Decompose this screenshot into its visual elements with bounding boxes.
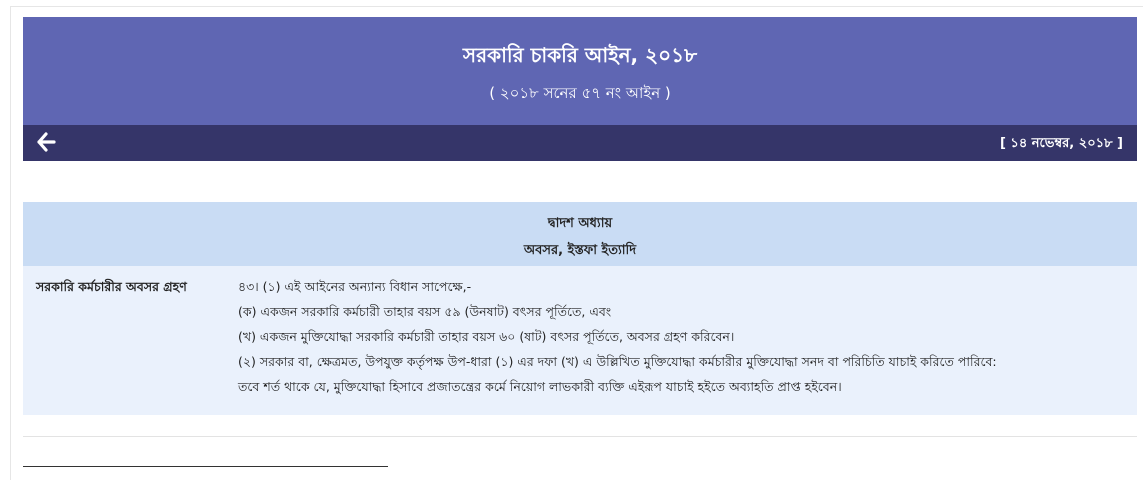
law-title: সরকারি চাকরি আইন, ২০১৮ bbox=[462, 43, 698, 67]
section-paragraph: তবে শর্ত থাকে যে, মুক্তিযোদ্ধা হিসাবে প্রজাতন্ত্রের কর্মে নিয়োগ লাভকারী ব্যক্তি এইরূপ যাচাই হইতে অব্যাহতি প্রাপ্ত হইবেন। bbox=[238, 379, 842, 394]
section-block bbox=[23, 266, 1137, 415]
section-paragraph: (খ) একজন মুক্তিযোদ্ধা সরকারি কর্মচারী তাহার বয়স ৬০ (ষাট) বৎসর পূর্তিতে, অবসর গ্রহণ করিবেন। bbox=[238, 329, 735, 344]
chapter-subtitle: অবসর, ইস্তফা ইত্যাদি bbox=[523, 243, 637, 258]
publication-date: [ ১৪ নভেম্বর, ২০১৮ ] bbox=[999, 136, 1123, 151]
law-subtitle: ( ২০১৮ সনের ৫৭ নং আইন ) bbox=[489, 84, 671, 102]
section-paragraph: (ক) একজন সরকারি কর্মচারী তাহার বয়স ৫৯ (উনষাট) বৎসর পূর্তিতে, এবং bbox=[238, 304, 612, 319]
arrow-left-icon[interactable] bbox=[37, 131, 57, 153]
chapter-title: দ্বাদশ অধ্যায় bbox=[547, 216, 613, 231]
chapter-heading bbox=[23, 202, 1137, 266]
divider bbox=[23, 436, 1137, 437]
section-paragraph: (২) সরকার বা, ক্ষেত্রমত, উপযুক্ত কর্তৃপক্ষ উপ-ধারা (১) এর দফা (খ) এ উল্লিখিত মুক্তিযোদ্ধা কর্মচারীর মুক্তিযোদ্ধা সনদ বা পরিচিতি যাচাই করিতে পারিবে: bbox=[238, 354, 997, 369]
section-body bbox=[238, 274, 1127, 399]
footnote-rule bbox=[23, 466, 388, 467]
navigation-bar bbox=[23, 125, 1137, 161]
section-paragraph: ৪৩। (১) এই আইনের অন্যান্য বিধান সাপেক্ষে,- bbox=[238, 279, 472, 294]
law-header bbox=[23, 17, 1137, 125]
section-title: সরকারি কর্মচারীর অবসর গ্রহণ bbox=[36, 279, 187, 294]
